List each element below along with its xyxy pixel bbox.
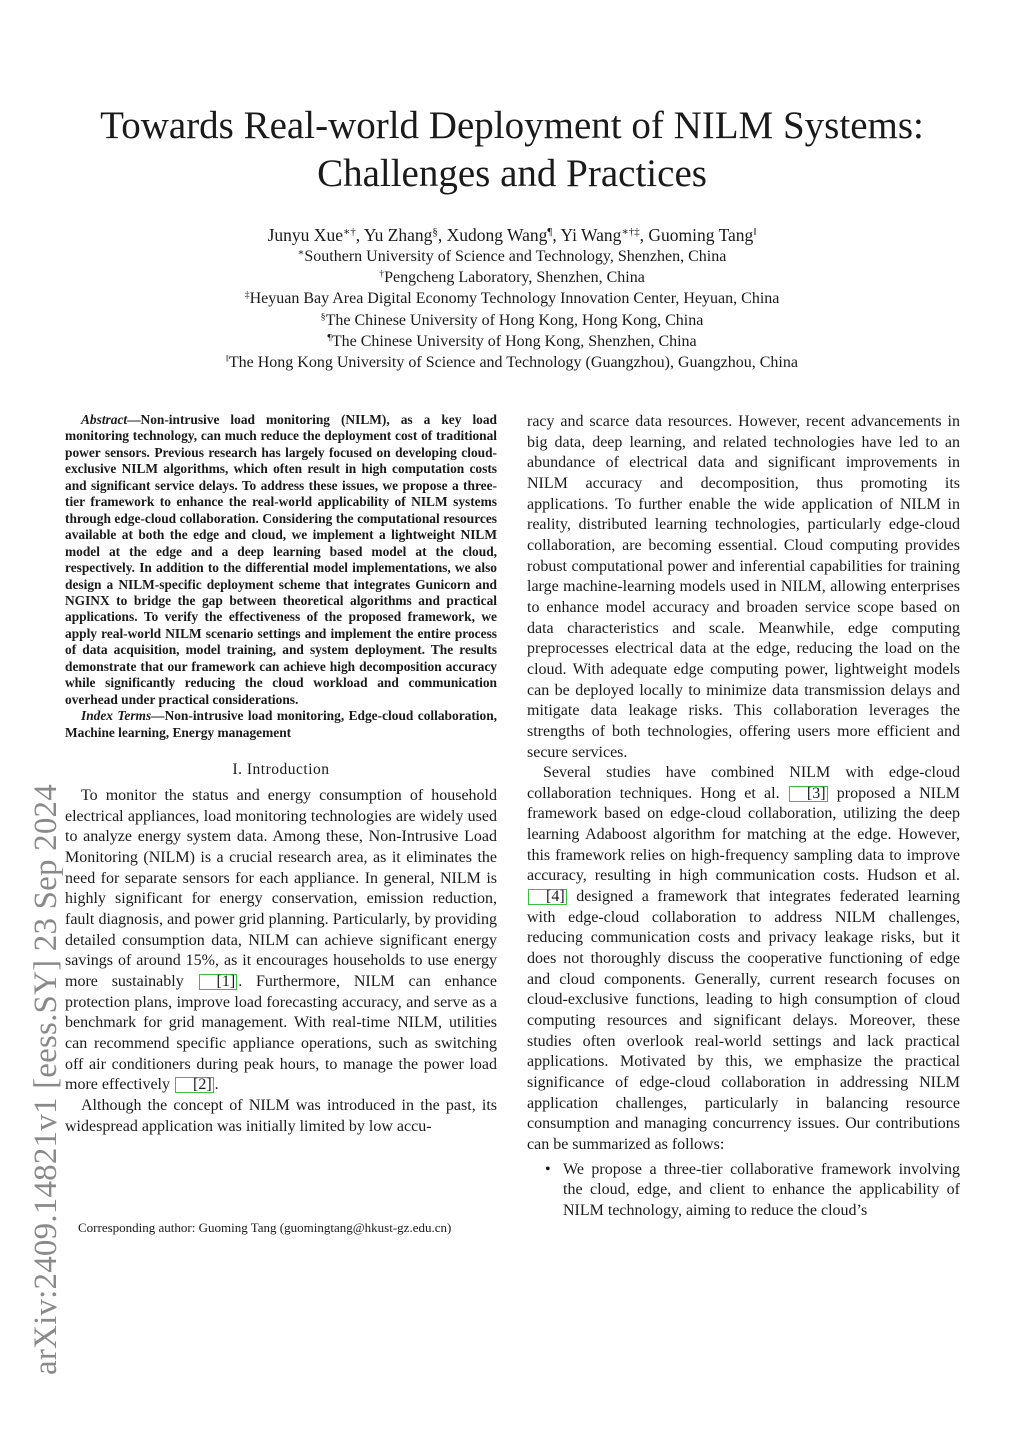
index-terms-text: —Non-intrusive load monitoring, Edge-cloud collaboration, Machine learning, Energy management [65,708,498,740]
affiliation-text: Heyuan Bay Area Digital Economy Technology Innovation Center, Heyuan, China [249,290,780,308]
author-marks: § [432,226,438,239]
affiliation [40,246,984,267]
bullet-icon: • [545,1160,551,1178]
abstract [65,412,497,708]
author-marks: ¶ [547,226,553,239]
author-marks: ∗†‡ [621,226,640,239]
affiliation-mark: ‡ [244,289,250,301]
author-name: Guoming Tang [648,225,754,245]
intro-paragraph-1 [65,786,497,1096]
affiliation-text: The Chinese University of Hong Kong, Shenzhen, China [331,332,697,350]
affiliation [40,331,984,352]
affiliation-mark: † [379,268,385,280]
author-marks: ‖ [753,226,757,239]
left-column [65,412,497,1137]
abstract-label: Abstract [81,412,128,427]
affiliation [40,267,984,288]
affiliation-mark: ‖ [226,353,229,365]
affiliation-mark: § [320,311,326,323]
author-name: Yi Wang [560,225,622,245]
author-list: Junyu Xue∗†, Yu Zhang§, Xudong Wang¶, Yi Wang∗†‡, Guoming Tang‖ [267,225,757,245]
paragraph-text: designed a framework that integrates federated learning with edge-cloud collaboration to address NILM challenges, reducing communication costs and privacy leakage risks, but it does not thoroughly discuss the cooperative functioning of edge and cloud components. Generally, current research focuses on cloud-exclusive functions, leading to high consumption of cloud computing resources and significant delays. Moreover, these studies often overlook real-world settings and lack practical applications. Motivated by this, we emphasize the practical significance of edge-cloud collaboration in addressing NILM application challenges, particularly in balancing resource consumption and managing concurrency issues. Our contributions can be summarized as follows: [527,888,960,1153]
contributions-list [527,1160,960,1222]
contribution-text: We propose a three-tier collaborative framework involving the cloud, edge, and client to enhance the applicability of NILM technology, aiming to reduce the cloud’s [563,1160,960,1219]
affiliation-text: Pengcheng Laboratory, Shenzhen, China [384,269,645,287]
citation-link[interactable]: [1] [199,974,238,990]
title-line-2: Challenges and Practices [317,152,707,195]
abstract-text: —Non-intrusive load monitoring (NILM), as a key load monitoring technology, can much reduce the deployment cost of traditional power sensors. Previous research has largely focused on developing cloud-exclusive NILM algorithms, which often result in high computation costs and significant service delays. To address these issues, we propose a three-tier framework to enhance the real-world applicability of NILM systems through edge-cloud collaboration. Considering the computational resources available at both the edge and cloud, we implement a lightweight NILM model at the edge and a deep learning based model at the cloud, respectively. In addition to the differential model implementations, we also design a NILM-specific deployment scheme that integrates Gunicorn and NGINX to bridge the gap between theoretical algorithms and practical applications. To verify the effectiveness of the proposed framework, we apply real-world NILM scenario settings and implement the entire process of data acquisition, model training, and system deployment. The results demonstrate that our framework can achieve high decomposition accuracy while significantly reducing the cloud workload and communication overhead under practical considerations. [65,412,497,707]
right-column [527,412,960,1222]
affiliation [40,310,984,331]
paragraph-text: proposed a NILM framework based on edge-cloud collaboration, utilizing the deep learning Adaboost algorithm for matching at the edge. However, this framework relies on high-frequency sampling data to improve accuracy, resulting in high communication costs. Hudson et al. [527,784,961,885]
affiliation-text: The Hong Kong University of Science and Technology (Guangzhou), Guangzhou, China [228,354,798,372]
paper-title [40,102,984,198]
citation-link[interactable]: [3] [789,786,828,802]
title-line-1: Towards Real-world Deployment of NILM Systems: [100,104,924,147]
paragraph-text: To monitor the status and energy consumption of household electrical appliances, load monitoring technologies are widely used to analyze energy system data. Among these, Non-Intrusive Load Monitoring (NILM) is a crucial research area, as it eliminates the need for separate sensors for each appliance. In general, NILM is highly significant for energy conservation, emission reduction, fault diagnosis, and power grid planning. Particularly, by providing detailed consumption data, NILM can achieve significant energy savings of around 15%, as it encourages households to use energy more sustainably [65,787,497,990]
affiliation-mark: ∗ [297,247,305,259]
author-name: Yu Zhang [363,225,433,245]
citation-link[interactable]: [2] [175,1077,214,1093]
affiliation-text: The Chinese University of Hong Kong, Hong Kong, China [325,311,704,329]
affiliation-mark: ¶ [327,332,332,344]
author-marks: ∗† [342,226,356,239]
index-terms-label: Index Terms [81,708,152,724]
affiliation [40,352,984,373]
author-name: Xudong Wang [446,225,548,245]
paragraph-text: Several studies have combined NILM with edge-cloud collaboration techniques. Hong et al. [527,764,960,802]
paragraph-text: . [214,1076,219,1094]
contribution-item [545,1160,960,1222]
affiliation [40,288,984,309]
corresponding-author-footnote: Corresponding author: Guoming Tang (guomingtang@hkust-gz.edu.cn) [78,1220,452,1235]
paragraph-text: . Furthermore, NILM can enhance protection plans, improve load forecasting accuracy, and serve as a benchmark for grid management. With real-time NILM, utilities can recommend specific appliance operations, such as switching off air conditioners during peak hours, to manage the power load more effectively [65,972,498,1094]
intro-paragraph-2-start: Although the concept of NILM was introduced in the past, its widespread application was initially limited by low accu- [65,1096,497,1135]
affiliation-text: Southern University of Science and Technology, Shenzhen, China [304,248,727,265]
section-heading-introduction: I. Introduction [232,761,330,779]
arxiv-identifier-stamp: arXiv:2409.14821v1 [eess.SY] 23 Sep 2024 [28,784,64,1375]
intro-paragraph-2-continued: racy and scarce data resources. However, recent advancements in big data, deep learning, and related technologies have led to an abundance of electrical data and significant improvements in NILM accuracy and decomposition, thus promoting its applications. To further enable the wide application of NILM in reality, distributed learning technologies, particularly edge-cloud collaboration, are becoming essential. Cloud computing provides robust computational power and inferential capabilities for training large machine-learning models used in NILM, allowing enterprises to enhance model accuracy and broaden service scope based on data characteristics and scale. Meanwhile, edge computing preprocesses electrical data at the edge, reducing the load on the cloud. With adequate edge computing power, lightweight models can be deployed locally to minimize data transmission delays and mitigate data leakage risks. This collaboration leverages the strengths of both technologies, offering users more efficient and secure services. [527,413,960,761]
author-name: Junyu Xue [267,225,343,245]
citation-link[interactable]: [4] [528,889,567,905]
affiliation-list [40,246,984,373]
index-terms [65,708,497,741]
intro-paragraph-3 [527,763,960,1155]
